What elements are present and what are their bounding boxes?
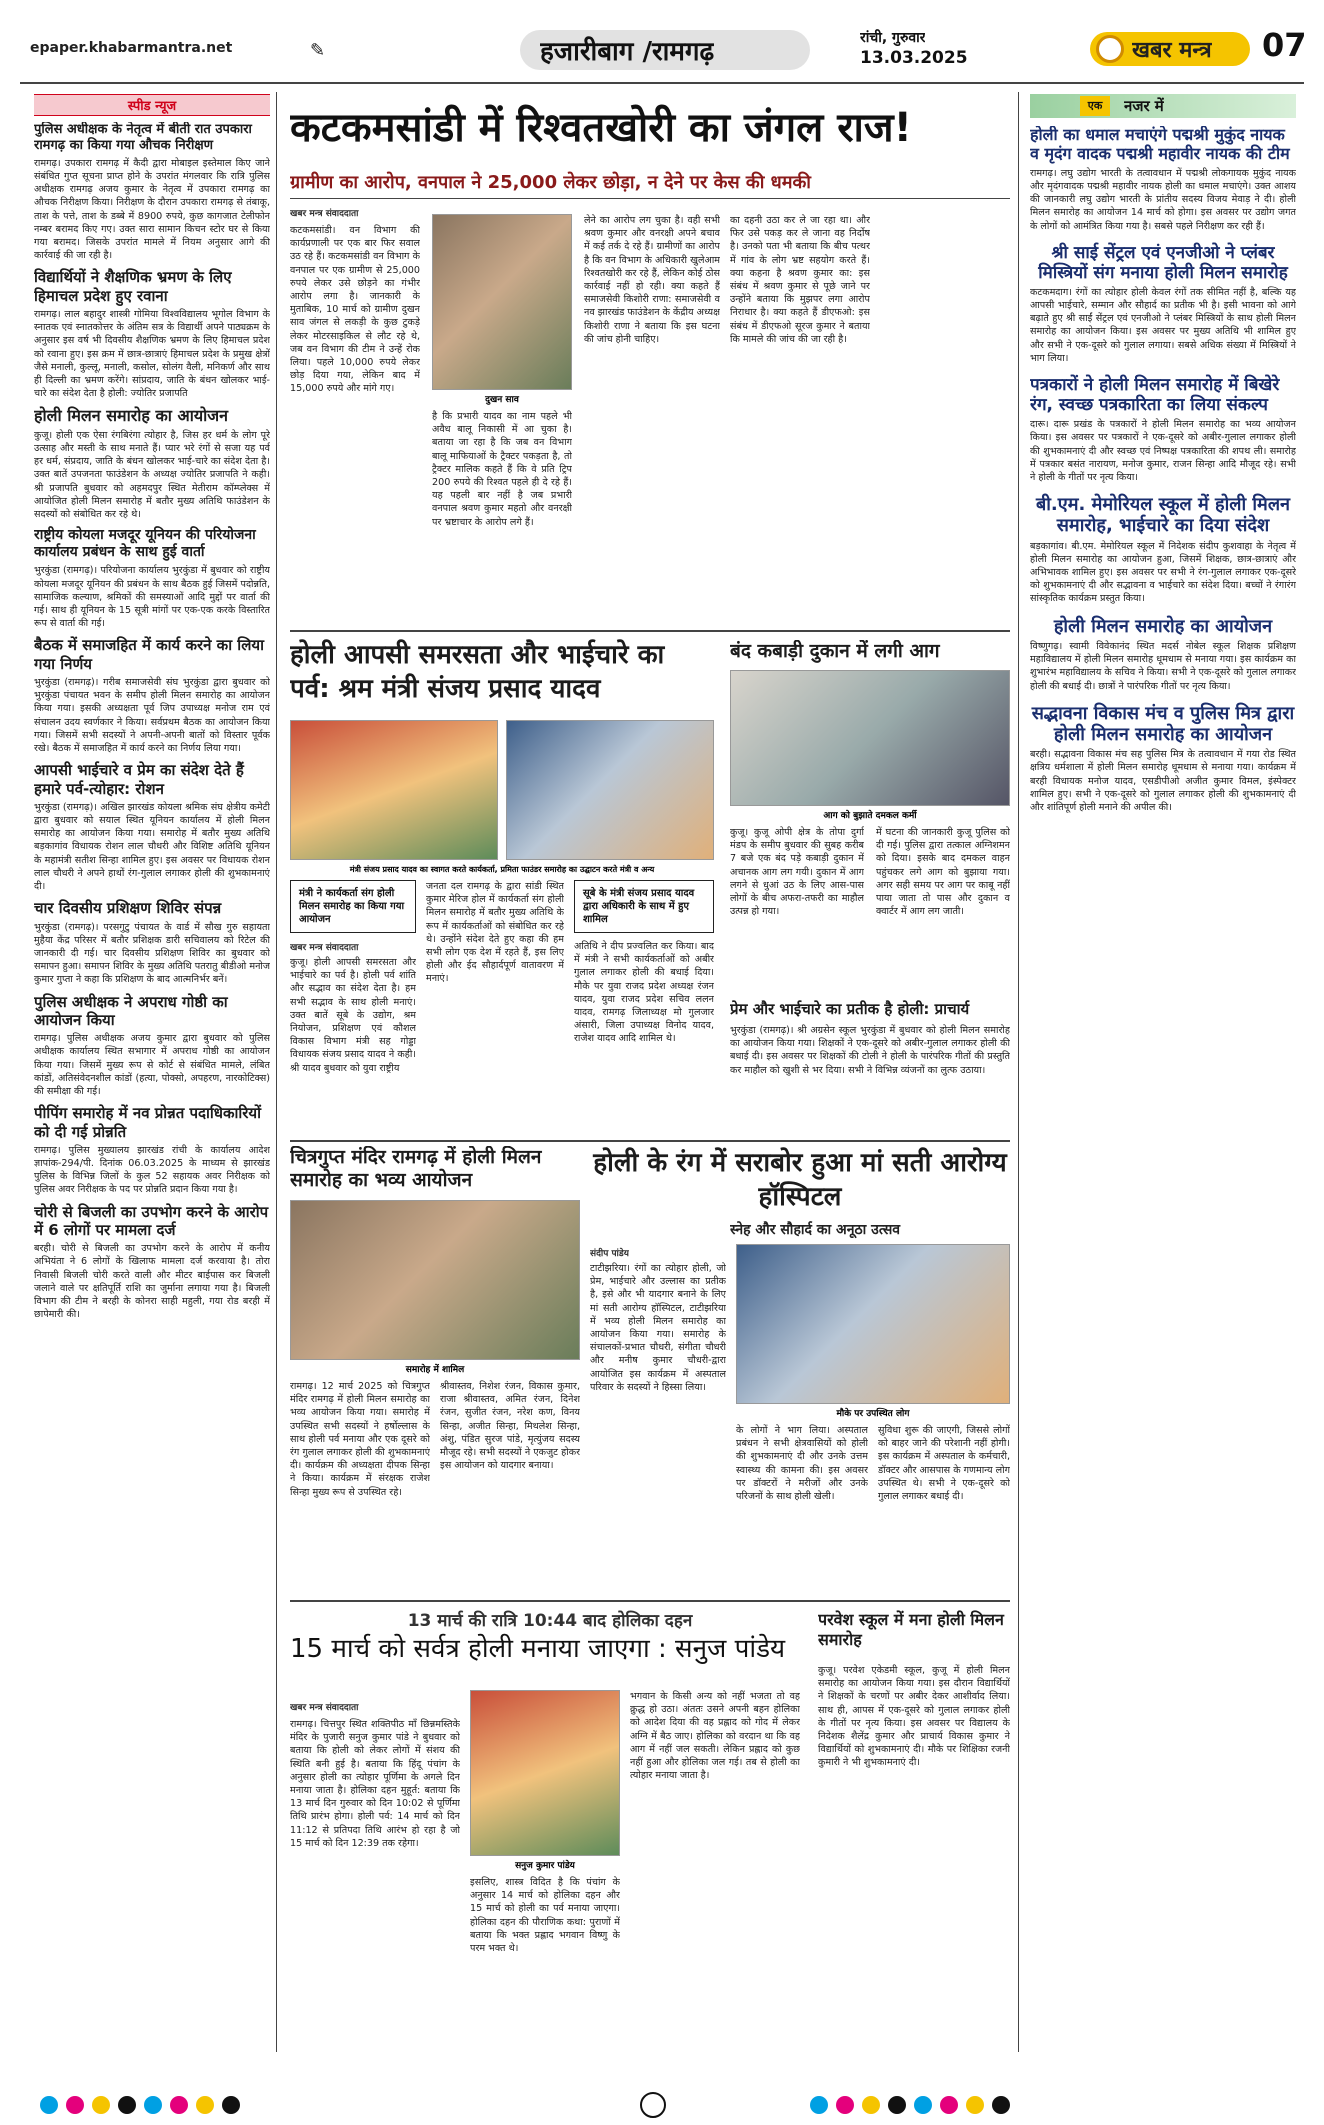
left-article bbox=[34, 527, 270, 630]
hospital-col-2: के लोगों ने भाग लिया। अस्पताल प्रबंधन ने सभी क्षेत्रवासियों को होली की शुभकामनाएं दी और उनके उत्तम स्वास्थ्य की कामना की। इस अवसर पर डॉक्टरों ने मरीजों और उनके परिजनों के साथ होली खेली। bbox=[736, 1425, 868, 1503]
holi-photo-left bbox=[290, 720, 498, 860]
holi-sidebox-2: सूबे के मंत्री संजय प्रसाद यादव द्वारा अधिकारी के साथ में हुए शामिल bbox=[574, 880, 714, 933]
left-article bbox=[34, 1203, 270, 1322]
left-article-title[interactable]: चार दिवसीय प्रशिक्षण शिविर संपन्न bbox=[34, 899, 222, 918]
color-dot bbox=[888, 2096, 906, 2114]
issue-date: 13.03.2025 bbox=[860, 48, 968, 68]
holi-photo-right bbox=[506, 720, 714, 860]
left-article-body: कुजू। होली एक ऐसा रंगबिरंगा त्योहार है, जिस हर धर्म के लोग पूरे उत्साह और मस्ती के साथ मनाते हैं। प्यार भरे रंगों से सजा यह पर्व हर धर्म, संप्रदाय, जाति के बंधन खोलकर भाई-चारे का संदेश देता है। उक्त बातें उपजनता फाउंडेशन के अध्यक्ष ज्योतिर प्रजापति ने कही। श्री प्रजापति बुधवार को अहमदपुर स्थित मेतीराम कॉम्प्लेक्स में आयोजित होली मिलन समारोह में बतौर मुख्य अतिथि फाउंडेशन के सदस्यों को संबोधित कर रहे थे। bbox=[34, 429, 270, 521]
color-dot bbox=[836, 2096, 854, 2114]
color-dot bbox=[92, 2096, 110, 2114]
left-article bbox=[34, 899, 270, 986]
left-news-column bbox=[34, 122, 270, 1882]
right-article-title[interactable]: बी.एम. मेमोरियल स्कूल में होली मिलन समारोह, भाईचारे का दिया संदेश bbox=[1035, 494, 1291, 537]
prem-headline[interactable]: प्रेम और भाईचारे का प्रतीक है होली: प्राचार्य bbox=[730, 1000, 970, 1018]
site-url[interactable]: epaper.khabarmantra.net bbox=[30, 40, 233, 56]
left-article-title[interactable]: राष्ट्रीय कोयला मजदूर यूनियन की परियोजना कार्यालय प्रबंधन के साथ हुई वार्ता bbox=[34, 527, 256, 561]
hospital-photo-caption: मौके पर उपस्थित लोग bbox=[836, 1409, 910, 1419]
left-article bbox=[34, 1104, 270, 1196]
footer-dots-left bbox=[40, 2096, 540, 2118]
chitragupt-headline[interactable]: चित्रगुप्त मंदिर रामगढ़ में होली मिलन समारोह का भव्य आयोजन bbox=[290, 1146, 542, 1192]
right-article bbox=[1030, 375, 1296, 484]
right-column-divider bbox=[1018, 92, 1019, 2052]
color-dot bbox=[914, 2096, 932, 2114]
left-article bbox=[34, 406, 270, 521]
color-dot bbox=[170, 2096, 188, 2114]
right-article-body: कटकमदाग। रंगों का त्योहार होली केवल रंगों तक सीमित नहीं है, बल्कि यह आपसी भाईचारे, सम्मान और सौहार्द का प्रतीक भी है। इसी भावना को आगे बढ़ाते हुए श्री साईं सेंट्रल एवं एनजीओ ने प्लंबर मिस्त्रियों के साथ होली मिलन समारोह का आयोजन किया। इस अवसर पर मुख्य अतिथि भी शामिल हुए और सभी ने एक-दूसरे को गुलाल लगाया। सबसे अधिक संख्या में मिस्त्रियों ने भाग लिया। bbox=[1030, 286, 1296, 364]
main-subhead-rule bbox=[290, 198, 1010, 199]
left-article-title[interactable]: पीपिंग समारोह में नव प्रोन्नत पदाधिकारियों को दी गई प्रोन्नति bbox=[34, 1104, 261, 1141]
left-article-body: रामगढ़। उपकारा रामगढ़ में कैदी द्वारा मोबाइल इस्तेमाल किए जाने संबंधित गुप्त सूचना प्राप्त होने के उपरांत मंगलवार कि रात्रि पुलिस अधीक्षक रामगढ़ अजय कुमार के नेतृत्व में उपकारा रामगढ़ का औचक निरीक्षण किया। निरीक्षण के दौरान उपकारा रामगढ़ से तंबाकू, ताश के पत्ते, ताश के डब्बे में 8900 रुपये, कुछ कागजात टेलीफोन नम्बर बरामद किए गए। उक्त सारा सामान किचन स्टोर घर से किया गया बरामद। जिसके उपरांत मामले में नियम अनुसार आगे की कार्रवाई की जा रही है। bbox=[34, 157, 270, 262]
masthead-divider bbox=[20, 82, 1304, 84]
color-dot bbox=[940, 2096, 958, 2114]
color-dot bbox=[222, 2096, 240, 2114]
cursor-icon: ✎ bbox=[310, 40, 326, 61]
color-dot bbox=[40, 2096, 58, 2114]
holika-col-1: रामगढ़। चित्तपुर स्थित शक्तिपीठ माँ छिन्नमस्तिके मंदिर के पुजारी सनुज कुमार पांडे ने बुधवार को बताया कि होली को लेकर लोगों में संशय की स्थिति बनी हुई है। बताया कि हिंदू पंचांग के अनुसार होली का त्योहार पूर्णिमा के अगले दिन मनाया जाता है। होलिका दहन मुहूर्त: बताया कि 13 मार्च दिन गुरुवार को दिन 10:02 से पूर्णिमा तिथि प्रारंभ होगा। होली पर्व: 14 मार्च को दिन 11:12 से प्रतिपदा तिथि आरंभ हो रहा है जो 15 मार्च को दिन 12:39 तक रहेगा। bbox=[290, 1719, 460, 1849]
main-subhead: ग्रामीण का आरोप, वनपाल ने 25,000 लेकर छोड़ा, न देने पर केस की धमकी bbox=[290, 172, 811, 193]
holika-col-3: भगवान के किसी अन्य को नहीं भजता तो वह क्रुद्ध हो उठा। अंततः उसने अपनी बहन होलिका को आदेश दिया की वह प्रह्लाद को गोद में लेकर अग्नि में बैठ जाए। होलिका को वरदान था कि वह आग में नहीं जल सकती। लेकिन प्रह्लाद को कुछ नहीं हुआ और होलिका जल गई। तब से होली का त्योहार मनाया जाता है। bbox=[630, 1691, 800, 1782]
holi-col-3: अतिथि ने दीप प्रज्वलित कर किया। बाद में मंत्री ने सभी कार्यकर्ताओं को अबीर गुलाल लगाकर होली की बधाई दिया। मौके पर युवा राजद प्रदेश अध्यक्ष रंजन यादव, युवा राजद प्रदेश सचिव ललन यादव, रामगढ़ जिलाध्यक्ष मो गुलजार अंसारी, जिला उपाध्यक्ष विनोद यादव, राजेश यादव आदि शामिल थे। bbox=[574, 941, 714, 1045]
left-article-title[interactable]: चोरी से बिजली का उपभोग करने के आरोप में 6 लोगों पर मामला दर्ज bbox=[34, 1202, 269, 1239]
left-article-body: भुरकुंडा (रामगढ़)। अखिल झारखंड कोयला श्रमिक संघ क्षेत्रीय कमेटी द्वारा बुधवार को सयाल स्थित यूनियन कार्यालय में होली मिलन समारोह का आयोजन किया गया। समारोह में बतौर मुख्य अतिथि बड़कागांव विधायक रोशन लाल चौधरी और विशिष्ट अतिथि यूनियन के महामंत्री सतीश सिन्हा शामिल हुए। इस अवसर पर विधायक रोशन लाल चौधरी ने अपने हाथों रंग-गुलाल लगाकर होली की शुभकामनाएं दी। bbox=[34, 801, 270, 893]
color-dot bbox=[992, 2096, 1010, 2114]
holi-sidebox-1: मंत्री ने कार्यकर्ता संग होली मिलन समारोह का किया गया आयोजन bbox=[290, 880, 416, 933]
color-dot bbox=[862, 2096, 880, 2114]
right-article bbox=[1030, 494, 1296, 605]
hospital-col-3: सुविधा शुरू की जाएगी, जिससे लोगों को बाहर जाने की परेशानी नहीं होगी। इस कार्यक्रम में अस्पताल के कर्मचारी, डॉक्टर और आसपास के गणमान्य लोग उपस्थित थे। सभी ने एक-दूसरे को गुलाल लगाकर बधाई दी। bbox=[878, 1425, 1010, 1503]
chitragupt-col-1: रामगढ़। 12 मार्च 2025 को चित्रगुप्त मंदिर रामगढ़ में होली मिलन समारोह का भव्य आयोजन किया गया। समारोह में उपस्थित सभी सदस्यों ने हर्षोल्लास के साथ होली पर्व मनाया और एक दूसरे को रंग गुलाल लगाकर होली की शुभकामनाएं दी। कार्यक्रम की अध्यक्षता दीपक सिन्हा ने किया। कार्यक्रम में संरक्षक राजेश सिन्हा मुख्य रूप से उपस्थित रहे। bbox=[290, 1381, 430, 1498]
city-day: रांची, गुरुवार bbox=[860, 30, 926, 46]
left-article bbox=[34, 122, 270, 262]
left-article-body: रामगढ़। लाल बहादुर शास्त्री गोमिया विश्वविद्यालय भूगोल विभाग के स्नातक एवं स्नातकोत्तर के अंतिम सत्र के विद्यार्थी अपने पाठ्यक्रम के अनुसार इस वर्ष भी दिवसीय शैक्षणिक भ्रमण के लिए हिमाचल प्रदेश को रवाना हुए। इस क्रम में छात्र-छात्राएं हिमाचल प्रदेश के प्रमुख क्षेत्रों जैसे मनाली, कुल्लू, मनाली, कसोल, सोलंग वैली, मनिकर्ण और साथ ही दिल्ली का भ्रमण करेंगे। सांप्रदाय, जाति के बंधन खोलकर भाई-चारे का संदेश देता है होली: ज्योतिर प्रजापति bbox=[34, 308, 270, 400]
main-byline: खबर मन्त्र संवाददाता bbox=[290, 209, 359, 219]
holika-headline[interactable]: 15 मार्च को सर्वत्र होली मनाया जाएगा : सनुज पांडेय bbox=[290, 1634, 786, 1664]
edition-title: हजारीबाग /रामगढ़ bbox=[540, 37, 715, 67]
left-article-title[interactable]: आपसी भाईचारे व प्रेम का संदेश देते हैं हमारे पर्व-त्योहार: रोशन bbox=[34, 761, 244, 798]
color-dot bbox=[966, 2096, 984, 2114]
brand-name: खबर मन्त्र bbox=[1132, 38, 1212, 63]
hospital-col-1: टाटीझरिया। रंगों का त्योहार होली, जो प्रेम, भाईचारे और उल्लास का प्रतीक है, इसे और भी यादगार बनाने के लिए मां सती आरोग्य हॉस्पिटल, टाटीझरिया में भव्य होली मिलन समारोह का आयोजन किया गया। समारोह के संचालकों-प्रभात चौधरी, संगीता चौधरी और मनीष कुमार चौधरी-द्वारा आयोजित इस कार्यक्रम में अस्पताल परिवार के सदस्यों ने हिस्सा लिया। bbox=[590, 1263, 726, 1393]
parvati-body: कुजू। परवेश एकेडमी स्कूल, कुजू में होली मिलन समारोह का आयोजन किया गया। इस दौरान विद्यार्थियों ने शिक्षकों के चरणों पर अबीर देकर आशीर्वाद लिया। साथ ही, आपस में एक-दूसरे को गुलाल लगाकर होली के गीतों पर नृत्य किया। इस अवसर पर विद्यालय के निदेशक शैलेंद्र कुमार और प्राचार्य विकास कुमार ने विद्यार्थियों को शुभकामनाएं दी। मौके पर शिक्षिका रजनी कुमारी ने भी शुभकामनाएं दी। bbox=[818, 1665, 1010, 1769]
right-article-body: बड़कागांव। बी.एम. मेमोरियल स्कूल में निदेशक संदीप कुशवाहा के नेतृत्व में होली मिलन समारोह का आयोजन हुआ, जिसमें शिक्षक, छात्र-छात्राएं और अभिभावक शामिल हुए। इस अवसर पर सभी ने रंग-गुलाल लगाकर एक-दूसरे को शुभकामनाएं दी और सद्भावना व भाईचारे का संदेश दिया। बच्चों ने रंगारंग सांस्कृतिक कार्यक्रम प्रस्तुत किया। bbox=[1030, 540, 1296, 605]
left-column-divider bbox=[276, 92, 277, 2052]
color-dot bbox=[196, 2096, 214, 2114]
holi-photo-caption: मंत्री संजय प्रसाद यादव का स्वागत करते कार्यकर्ता, प्रमिता फाउंडर समारोह का उद्घाटन करते मंत्री व अन्य bbox=[349, 865, 655, 874]
right-article-title[interactable]: पत्रकारों ने होली मिलन समारोह में बिखेरे रंग, स्वच्छ पत्रकारिता का लिया संकल्प bbox=[1030, 375, 1280, 416]
main-headline[interactable]: कटकमसांडी में रिश्वतखोरी का जंगल राज! bbox=[290, 105, 912, 151]
kabadi-headline[interactable]: बंद कबाड़ी दुकान में लगी आग bbox=[730, 640, 940, 662]
right-article bbox=[1030, 243, 1296, 365]
left-article bbox=[34, 761, 270, 893]
color-dot bbox=[810, 2096, 828, 2114]
right-article bbox=[1030, 126, 1296, 233]
left-article-body: बरही। चोरी से बिजली का उपभोग करने के आरोप में कनीय अभियंता ने 6 लोगों के खिलाफ मामला दर्ज करवाया है। तोरा निवासी बिजली चोरी करते वाली और मीटर बाईपास कर बिजली जलाने वाले पर क्षतिपूर्ति राशि का जुर्माना लगाया गया है। बिजली विभाग की टीम ने बरही के कोनरा साही महुली, गया रोड बरही में छापेमारी की। bbox=[34, 1243, 270, 1321]
right-news-column bbox=[1030, 126, 1296, 2046]
left-article bbox=[34, 993, 270, 1099]
holika-kicker: 13 मार्च की रात्रि 10:44 बाद होलिका दहन bbox=[407, 1611, 693, 1631]
color-dot bbox=[118, 2096, 136, 2114]
color-dot bbox=[66, 2096, 84, 2114]
right-section-tag: एक bbox=[1080, 96, 1110, 116]
hospital-byline: संदीप पांडेय bbox=[590, 1249, 629, 1259]
left-article-title[interactable]: विद्यार्थियों ने शैक्षणिक भ्रमण के लिए हिमाचल प्रदेश हुए रवाना bbox=[34, 268, 232, 305]
left-article-title[interactable]: पुलिस अधीक्षक के नेतृत्व में बीती रात उपकारा रामगढ़ का किया गया औचक निरीक्षण bbox=[34, 122, 252, 153]
left-article-title[interactable]: बैठक में समाजहित में कार्य करने का लिया गया निर्णय bbox=[34, 636, 264, 673]
main-photo bbox=[432, 214, 572, 390]
left-article-body: भुरकुंडा (रामगढ़)। गरीब समाजसेवी संघ भुरकुंडा द्वारा बुधवार को भुरकुंडा पंचायत भवन के समीप होली मिलन समारोह का आयोजन किया गया। इसकी अध्यक्षता पूर्व जिप उपाध्यक्ष मनोज राम एवं संचालन उदय स्वर्णकार ने किया। सर्वप्रथम बैठक का आयोजन किया गया। जिसमें सभी सदस्यों ने अपनी-अपनी बातों को विस्तार पूर्वक रखे। बैठक में समाजहित में कार्य करने का निर्णय लिया गया। bbox=[34, 677, 270, 755]
right-article-title[interactable]: होली मिलन समारोह का आयोजन bbox=[1053, 615, 1273, 637]
holi-minister-headline[interactable]: होली आपसी समरसता और भाईचारे का पर्व: श्रम मंत्री संजय प्रसाद यादव bbox=[290, 640, 665, 704]
main-col-3: लेने का आरोप लग चुका है। वही सभी श्रवण कुमार और वनरक्षी अपने बचाव में कई तर्क दे रहे हैं। ग्रामीणों का आरोप है कि वन विभाग के अधिकारी खुलेआम रिश्वतखोरी कर रहे हैं, लेकिन कोई ठोस कार्रवाई नहीं हो रही। क्या कहते हैं समाजसेवी किशोरी राणा: समाजसेवी व नव झारखंड फाउंडेशन के केंद्रीय अध्यक्ष किशोरी राणा ने बताया कि इस घटना की जांच होनी चाहिए। bbox=[584, 215, 720, 345]
kabadi-photo bbox=[730, 670, 1010, 806]
holika-photo-caption: सनुज कुमार पांडेय bbox=[515, 1861, 575, 1871]
left-article-title[interactable]: होली मिलन समारोह का आयोजन bbox=[34, 406, 229, 426]
holi-byline: खबर मन्त्र संवाददाता bbox=[290, 943, 359, 953]
main-col-2: है कि प्रभारी यादव का नाम पहले भी अवैध बालू निकासी में आ चुका है। बताया जा रहा है कि जब वन विभाग बालू माफियाओं के ट्रैक्टर पकड़ता है, तो ट्रैक्टर मालिक कहते हैं कि वे प्रति ट्रिप 200 रुपये की रिश्वत पहले ही दे रहे हैं। यह पहली बार नहीं है जब प्रभारी वनपाल श्रवण कुमार महतो और वनरक्षी पर भ्रष्टाचार के आरोप लगे हैं। bbox=[432, 411, 572, 528]
right-article-body: दारू। दारू प्रखंड के पत्रकारों ने होली मिलन समारोह का भव्य आयोजन किया। इस अवसर पर पत्रकारों ने एक-दूसरे को अबीर-गुलाल लगाकर होली की शुभकामनाएं दी और स्वच्छ एवं निष्पक्ष पत्रकारिता की शपथ ली। समारोह में पत्रकार बसंत नारायण, मनोज कुमार, राजन सिन्हा आदि मौजूद रहे। सभी ने होली के गीतों पर नृत्य किया। bbox=[1030, 419, 1296, 483]
kabadi-col-2: में घटना की जानकारी कुजू पुलिस को दी गई। पुलिस द्वारा तत्काल अग्निशमन को दिया। इसके बाद दमकल वाहन पहुंचकर लगे आग को बुझाया गया। अगर सही समय पर आग पर काबू नहीं पाया जाता तो पास और दुकान व क्वार्टर में आग लग जाती। bbox=[876, 827, 1010, 918]
right-article-body: रामगढ़। लघु उद्योग भारती के तत्वावधान में पद्मश्री लोकगायक मुकुंद नायक और मृदंगवादक पद्मश्री महावीर नायक होली का धमाल मचाएंगे। उक्त आशय की जानकारी लघु उद्योग भारती के प्रांतीय सदस्य विजय मेवाड़ ने दी। होली मिलन समारोह का आयोजन 14 मार्च को होगा। इस अवसर पर उद्योग जगत के लोगों को आमंत्रित किया गया है। सबसे पहले निरीक्षण कर रही हैं। bbox=[1030, 167, 1296, 232]
holi-col-2: जनता दल रामगढ़ के द्वारा सांडी स्थित कुमार मेरिज होल में कार्यकर्ता संग होली मिलन समारोह में बतौर मुख्य अतिथि के रूप में कार्यकर्ताओं को संबोधित कर रहे थे। उन्होंने संदेश देते हुए कहा की हम सभी लोग एक देश में रहते हैं, इस लिए होली और ईद सौहार्दपूर्ण वातावरण में मनाएं। bbox=[426, 881, 564, 985]
left-article-body: रामगढ़। पुलिस अधीक्षक अजय कुमार द्वारा बुधवार को पुलिस अधीक्षक कार्यालय स्थित सभागार में अपराध गोष्ठी का आयोजन किया गया। जिसमें मुख्य रूप से कोर्ट से संबंधित मामले, लंबित कांडों, अतिसंवेदनशील कांडों (हत्या, पोक्सो, अपहरण, नारकोटिक्स) की समीक्षा की गई। bbox=[34, 1033, 270, 1098]
right-article-title[interactable]: सद्भावना विकास मंच व पुलिस मित्र द्वारा होली मिलन समारोह का आयोजन bbox=[1031, 702, 1295, 745]
main-col-4: का दहनी उठा कर ले जा रहा था। और फिर उसे पकड़ कर ले जाना वह निर्दोष है। उनको पता भी बताया कि बीच पत्थर में गांव के लोग भ्रष्ट सहयोग करते हैं। क्या कहना है श्रवण कुमार का: इस संबंध में श्रवण कुमार से पूछे जाने पर उन्होंने बताया कि मुझपर लगा आरोप निराधार है। क्या कहते हैं डीएफओ: इस संबंध में डीएफओ सूरज कुमार ने बताया कि मामले की जांच की जा रही है। bbox=[730, 215, 870, 345]
right-article bbox=[1030, 703, 1296, 814]
right-article-title[interactable]: श्री साई सेंट्रल एवं एनजीओ ने प्लंबर मिस्त्रियों संग मनाया होली मिलन समारोह bbox=[1038, 242, 1288, 283]
right-article-title[interactable]: होली का धमाल मचाएंगे पद्मश्री मुकुंद नायक व मृदंग वादक पद्मश्री महावीर नायक की टीम bbox=[1030, 126, 1290, 163]
masthead bbox=[0, 0, 1324, 90]
main-story-bottom-rule bbox=[290, 630, 1010, 632]
left-article-body: रामगढ़। पुलिस मुख्यालय झारखंड रांची के कार्यालय आदेश ज्ञापांक-294/पी. दिनांक 06.03.2025 के माध्यम से झारखंड पुलिस के विभिन्न जिलों के कुल 52 सहायक अवर निरीक्षक को पुलिस अवर निरीक्षक के पद पर प्रोन्नति प्रदान किया गया है। bbox=[34, 1144, 270, 1196]
right-section-title: नजर में bbox=[1124, 97, 1164, 115]
right-article-body: विष्णुगढ़। स्वामी विवेकानंद स्थित मदर्स नोबेल स्कूल शिक्षक प्रशिक्षण महाविद्यालय में होली मिलन समारोह धूमधाम से मनाया गया। इस कार्यक्रम का शुभारंभ महाविद्यालय के सचिव ने किया। सभी ने एक-दूसरे को गुलाल लगाकर होली की बधाई दी। छात्रों ने पारंपरिक गीतों पर नृत्य किया। bbox=[1030, 640, 1296, 692]
footer-dots-right bbox=[810, 2096, 1310, 2118]
chitragupt-col-2: श्रीवास्तव, निशेश रंजन, विकास कुमार, राजा श्रीवास्तव, अमित रंजन, दिनेश रंजन, सुजीत रंजन, नरेश कण, विनय सिन्हा, अजीत सिन्हा, मिथलेश सिन्हा, अंशु, पंडित सुरज पांडे, मृत्युंजय सदस्य मौजूद रहे। सभी सदस्यों ने एकजुट होकर इस आयोजन को यादगार बनाया। bbox=[440, 1381, 580, 1472]
kabadi-photo-caption: आग को बुझाते दमकल कर्मी bbox=[823, 811, 917, 821]
right-article bbox=[1030, 616, 1296, 693]
left-article bbox=[34, 636, 270, 755]
left-article-body: भुरकुंडा (रामगढ़)। परसगुटु पंचायत के वार्ड में सौख गुरु सहायता मुहैया केंद्र परिसर में बतौर प्रशिक्षक डारी सचिवालय को रिटेल की जानकारी दी गई। चार दिवसीय प्रशिक्षण शिविर का बुधवार को समापन हुआ। समापन शिविर के मुख्य अतिथि पतरातु बीडीओ मनोज कुमार गुप्ता ने कहा कि प्रशिक्षण के बाद आत्मनिर्भर बनें। bbox=[34, 921, 270, 986]
holika-byline: खबर मन्त्र संवाददाता bbox=[290, 1703, 359, 1713]
right-article-body: बरही। सद्भावना विकास मंच सह पुलिस मित्र के तत्वावधान में गया रोड स्थित क्षत्रिय धर्मशाला में होली मिलन समारोह धूमधाम से मनाया गया। कार्यक्रम में बरही विधायक मनोज यादव, एसडीपीओ अजीत कुमार विमल, इंस्पेक्टर शामिल हुए। सभी ने एक-दूसरे को गुलाल लगाकर होली की शुभकामनाएं दी और शांतिपूर्ण होली मनाने की अपील की। bbox=[1030, 749, 1296, 813]
brand-logo-icon bbox=[1096, 35, 1124, 63]
parvati-headline[interactable]: परवेश स्कूल में मना होली मिलन समारोह bbox=[818, 1610, 1004, 1649]
main-photo-caption: दुखन साव bbox=[485, 395, 519, 405]
hospital-headline[interactable]: होली के रंग में सराबोर हुआ मां सती आरोग्य हॉस्पिटल bbox=[593, 1148, 1007, 1212]
prem-body: भुरकुंडा (रामगढ़)। श्री अग्रसेन स्कूल भुरकुंडा में बुधवार को होली मिलन समारोह का आयोजन किया गया। शिक्षकों ने एक-दूसरे को अबीर-गुलाल लगाकर होली की बधाई दी। इस अवसर पर शिक्षकों की टोली ने होली के पारंपरिक गीतों की प्रस्तुति कर माहौल को खुशी से भर दिया। सभी ने विभिन्न व्यंजनों का लुत्फ उठाया। bbox=[730, 1025, 1010, 1076]
speed-news-title: स्पीड न्यूज bbox=[127, 99, 177, 114]
center-lower-rule bbox=[290, 1600, 1010, 1602]
color-dot bbox=[144, 2096, 162, 2114]
registration-mark-icon bbox=[640, 2092, 666, 2118]
kabadi-col-1: कुजू। कुजू ओपी क्षेत्र के तोपा दुर्गा मंडप के समीप बुधवार की सुबह करीब 7 बजे एक बंद पड़े कबाड़ी दुकान में अचानक आग लग गयी। दुकान में आग लगने से धुआं उठ के लिए आस-पास लोगों के बीच अफरा-तफरी का माहौल उत्पन्न हो गया। bbox=[730, 827, 864, 918]
holika-photo bbox=[470, 1690, 620, 1856]
hospital-photo bbox=[736, 1244, 1010, 1404]
left-article-body: भुरकुंडा (रामगढ़)। परियोजना कार्यालय भुरकुंडा में बुधवार को राष्ट्रीय कोयला मजदूर यूनियन की प्रबंधन के साथ बैठक हुई जिसमें पदोन्नति, सामाजिक कल्याण, श्रमिकों की समस्याओं आदि मुद्दों पर वार्ता की गई। साथ ही यूनियन के 15 सूत्री मांगों पर एक-एक करके विस्तारित रूप से वार्ता की गई। bbox=[34, 565, 270, 630]
chitragupt-photo bbox=[290, 1200, 580, 1360]
left-article-title[interactable]: पुलिस अधीक्षक ने अपराध गोष्ठी का आयोजन किया bbox=[34, 992, 228, 1029]
holi-col-1: कुजू। होली आपसी समरसता और भाईचारे का पर्व है। होली पर्व शांति और सद्भाव का संदेश देता है। हम सभी सद्भाव के साथ होली मनाएं। उक्त बातें सूबे के उद्योग, श्रम नियोजन, प्रशिक्षण एवं कौशल विकास विभाग मंत्री सह गोड्डा विधायक संजय प्रसाद यादव ने कही। श्री यादव बुधवार को युवा राष्ट्रीय bbox=[290, 957, 416, 1074]
page-number: 07 bbox=[1262, 26, 1307, 64]
left-article bbox=[34, 268, 270, 400]
chitragupt-photo-caption: समारोह में शामिल bbox=[405, 1365, 465, 1375]
holika-col-2: इसलिए, शास्त्र विदित है कि पंचांग के अनुसार 14 मार्च को होलिका दहन और 15 मार्च को होली का पर्व मनाया जाएगा। होलिका दहन की पौराणिक कथा: पुराणों में बताया कि भक्त प्रह्लाद भगवान विष्णु के परम भक्त थे। bbox=[470, 1877, 620, 1955]
main-col-1: कटकमसांडी। वन विभाग की कार्यप्रणाली पर एक बार फिर सवाल उठ रहे हैं। कटकमसांडी वन विभाग के वनपाल पर एक ग्रामीण से 25,000 रुपये लेकर उसे छोड़ने का गंभीर आरोप लगा है। जानकारी के मुताबिक, 10 मार्च को ग्रामीण दुखन साव जंगल से लकड़ी के कुछ टुकड़े लेकर मोटरसाइकिल से लौट रहे थे, जब वन विभाग की टीम ने उन्हें रोक लिया। पहले 10,000 रुपये लेकर छोड़ दिया गया, लेकिन बाद में 15,000 रुपये और मांगे गए। bbox=[290, 225, 420, 395]
hospital-subhead: स्नेह और सौहार्द का अनूठा उत्सव bbox=[730, 1222, 901, 1238]
center-mid-rule bbox=[290, 1140, 1010, 1142]
